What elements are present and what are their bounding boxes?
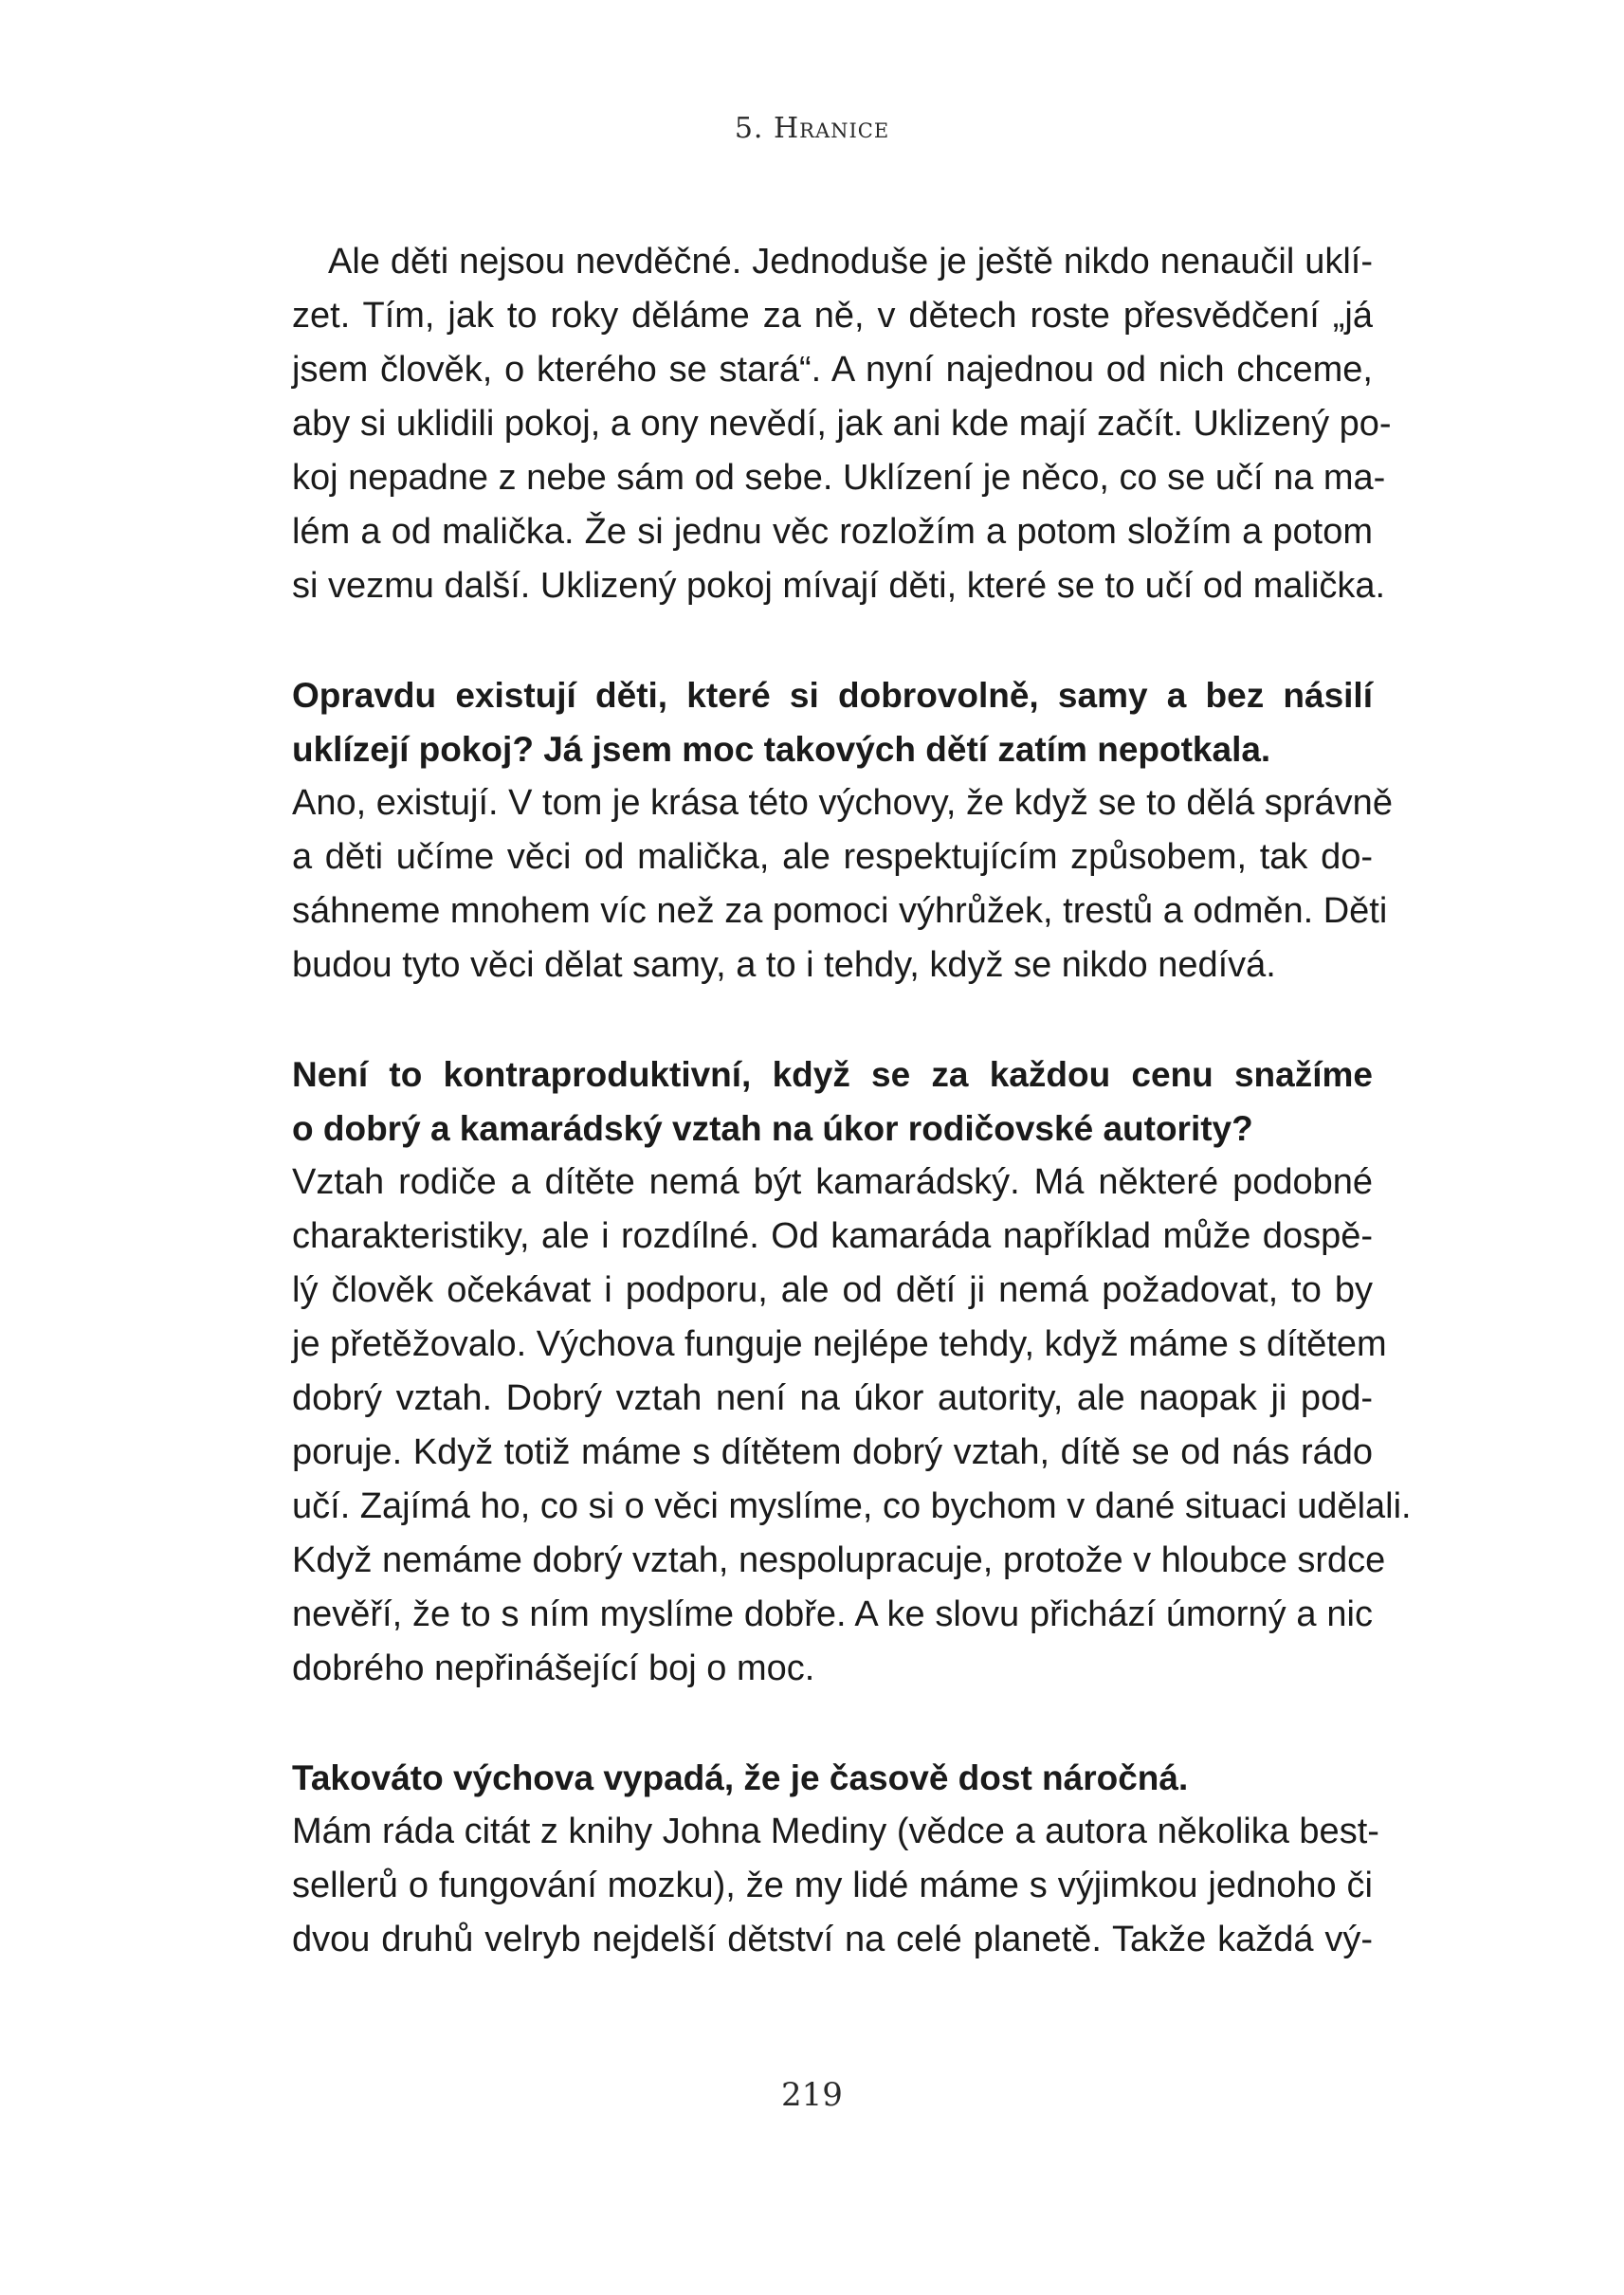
answer-line: poruje. Když totiž máme s dítětem dobrý vztah, dítě se od nás rádo — [292, 1432, 1373, 1472]
text-line: Ale děti nejsou nevděčné. Jednoduše je ještě nikdo nenaučil uklí- — [328, 242, 1373, 282]
answer-line: lý člověk očekávat i podporu, ale od dětí ji nemá požadovat, to by — [292, 1270, 1373, 1310]
question-line: Takováto výchova vypadá, že je časově dost náročná. — [292, 1758, 1189, 1797]
answer-line: dobrého nepřinášející boj o moc. — [292, 1648, 815, 1688]
qa-section-2 — [292, 1047, 1412, 1696]
answer-line: charakteristiky, ale i rozdílné. Od kamaráda například může dospě- — [292, 1216, 1373, 1256]
text-line: koj nepadne z nebe sám od sebe. Uklízení je něco, co se učí na ma- — [292, 458, 1386, 498]
paragraph-gap — [292, 613, 1373, 668]
answer-line: nevěří, že to s ním myslíme dobře. A ke slovu přichází úmorný a nic — [292, 1594, 1373, 1634]
answer-line: dobrý vztah. Dobrý vztah není na úkor autority, ale naopak ji pod- — [292, 1378, 1373, 1418]
qa-section-1 — [292, 668, 1393, 993]
qa-section-3 — [292, 1751, 1379, 1967]
paragraph-gap — [292, 1696, 1373, 1751]
paragraph-gap — [292, 993, 1373, 1047]
question-line: uklízejí pokoj? Já jsem moc takových dětí zatím nepotkala. — [292, 730, 1271, 769]
answer-line: Ano, existují. V tom je krása této výchovy, že když se to dělá správně — [292, 783, 1393, 823]
answer-line: Mám ráda citát z knihy Johna Mediny (vědce a autora několika best- — [292, 1812, 1379, 1851]
text-line: si vezmu další. Uklizený pokoj mívají děti, které se to učí od malička. — [292, 566, 1386, 606]
main-text — [292, 235, 1412, 1967]
question-line: Není to kontraproduktivní, když se za každou cenu snažíme — [292, 1055, 1373, 1094]
text-line: lém a od malička. Že si jednu věc rozložím a potom složím a potom — [292, 512, 1373, 552]
paragraph-intro — [292, 235, 1392, 613]
answer-line: dvou druhů velryb nejdelší dětství na celé planetě. Takže každá vý- — [292, 1920, 1373, 1959]
answer-line: a děti učíme věci od malička, ale respektujícím způsobem, tak do- — [292, 837, 1373, 877]
answer-line: je přetěžovalo. Výchova funguje nejlépe tehdy, když máme s dítětem — [292, 1324, 1387, 1364]
answer-line: Vztah rodiče a dítěte nemá být kamarádský. Má některé podobné — [292, 1162, 1373, 1202]
answer-line: sáhneme mnohem víc než za pomoci výhrůžek, trestů a odměn. Děti — [292, 891, 1388, 931]
answer-line: Když nemáme dobrý vztah, nespolupracuje, protože v hloubce srdce — [292, 1540, 1386, 1580]
answer-line: sellerů o fungování mozku), že my lidé máme s výjimkou jednoho či — [292, 1866, 1373, 1905]
answer-line: učí. Zajímá ho, co si o věci myslíme, co bychom v dané situaci udělali. — [292, 1486, 1412, 1526]
text-line: zet. Tím, jak to roky děláme za ně, v dětech roste přesvědčení „já — [292, 296, 1373, 336]
question-line: o dobrý a kamarádský vztah na úkor rodičovské autority? — [292, 1109, 1253, 1148]
running-head: 5. Hranice — [734, 112, 890, 145]
page-number: 219 — [781, 2076, 843, 2114]
question-line: Opravdu existují děti, které si dobrovolně, samy a bez násilí — [292, 676, 1373, 715]
text-line: jsem člověk, o kterého se stará“. A nyní najednou od nich chceme, — [292, 350, 1373, 390]
text-line: aby si uklidili pokoj, a ony nevědí, jak ani kde mají začít. Uklizený po- — [292, 404, 1392, 444]
answer-line: budou tyto věci dělat samy, a to i tehdy, když se nikdo nedívá. — [292, 945, 1276, 985]
